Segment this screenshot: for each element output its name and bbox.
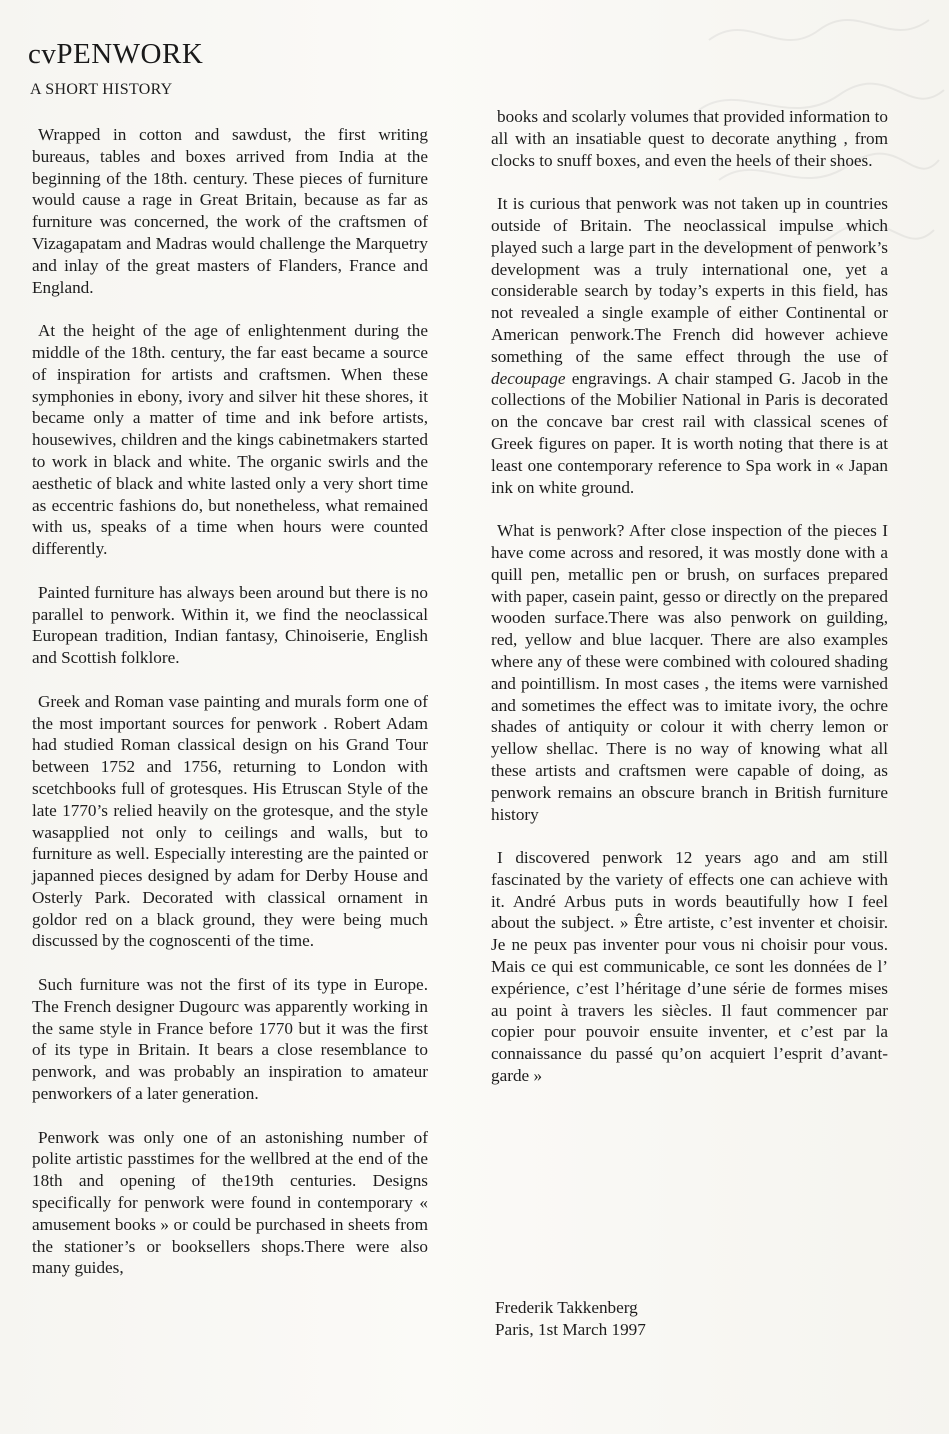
place-date: Paris, 1st March 1997: [495, 1320, 646, 1339]
right-column: [491, 106, 888, 1087]
author-name: Frederik Takkenberg: [495, 1298, 638, 1317]
paragraph: Painted furniture has always been around but there is no parallel to penwork. Within it, we find the neoclassical European tradition, Indian fantasy, Chinoiserie, English and Scottish folklore.: [32, 582, 428, 668]
paragraph: Such furniture was not the first of its type in Europe. The French designer Dugourc was apparently working in the same style in France before 1770 but it was the first of its type in Britain. It bears a close resemblance to penwork, and was probably an inspiration to amateur penworkers of a later generation.: [32, 975, 428, 1104]
paragraph: Wrapped in cotton and sawdust, the first writing bureaus, tables and boxes arrived from India at the beginning of the 18th. century. These pieces of furniture would cause a rage in Great Britain, because as far as furniture was concerned, the work of the craftsmen of Vizagapatam and Madras would challenge the Marquetry and inlay of the great masters of Flanders, France and England.: [32, 125, 428, 297]
paragraph: What is penwork? After close inspection of the pieces I have come across and resored, it was mostly done with a quill pen, metallic pen or brush, on surfaces prepared with paper, casein paint, gesso or directly on the prepared wooden surface.There was also penwork on guilding, red, yellow and blue lacquer. There are also examples where any of these were combined with coloured shading and pointillism. In most cases , the items were varnished and sometimes the effect was to imitate ivory, the ochre shades of antiquity or colour it with cherry lemon or yellow shellac. There is no way of knowing what all these artists and craftsmen were capable of doing, as penwork remains an obscure branch in British furniture history: [491, 521, 888, 824]
paragraph: At the height of the age of enlightenment during the middle of the 18th. century, the far east became a source of inspiration for artists and craftsmen. When these symphonies in ebony, ivory and silver hit these shores, it became only a matter of time and ink before artists, housewives, children and the kings cabinetmakers started to work in black and white. The organic swirls and the aesthetic of black and white lasted only a very short time as eccentric fashions do, but nonetheless, what remained with us, speaks of a time when hours were counted differently.: [32, 321, 428, 559]
paragraph: I discovered penwork 12 years ago and am still fascinated by the variety of effects one can achieve with it. André Arbus puts in words beautifully how I feel about the subject. » Être artiste, c’est inventer et choisir. Je ne peux pas inventer pour vous ni choisir pour vous. Mais ce qui est communicable, ce sont les données de l’ expérience, c’est l’héritage d’une série de formes mises au point à travers les siècles. Il faut commencer par copier pour pouvoir ensuite inventer, et c’est par la connaissance du passé qu’on acquiert l’esprit d’avant- garde »: [491, 848, 888, 1086]
paragraph-text: It is curious that penwork was not taken up in countries outside of Britain. The neoclassical impulse which played such a large part in the development of penwork’s development was a truly international one, yet a considerable search by today’s experts in this field, has not revealed a single example of either Continental or American penwork.The French did however achieve something of the same effect through the use of: [491, 194, 888, 366]
italic-term: decoupage: [491, 368, 566, 388]
paragraph: Greek and Roman vase painting and murals form one of the most important sources for penwork . Robert Adam had studied Roman classical design on his Grand Tour between 1752 and 1756, returning to London with scetchbooks full of grotesques. His Etruscan Style of the late 1770’s relied heavily on the grotesque, and the style wasapplied not only to ceilings and walls, but to furniture as well. Especially interesting are the painted or japanned pieces designed by adam for Derby House and Osterly Park. Decorated with classical ornament in goldor red on a black ground, they were being much discussed by the cognoscenti of the time.: [32, 691, 428, 951]
paragraph-text: engravings. A chair stamped G. Jacob in the collections of the Mobilier National in Paris is decorated on the concave bar crest rail with classical scenes of Greek figures on paper. It is worth noting that there is at least one contemporary reference to Spa work in « Japan ink on white ground.: [491, 368, 889, 497]
paragraph: books and scolarly volumes that provided information to all with an insatiable quest to decorate anything , from clocks to snuff boxes, and even the heels of their shoes.: [491, 107, 888, 170]
left-column: [32, 124, 428, 1279]
page-title: cvPENWORK: [28, 38, 204, 70]
page-subtitle: A SHORT HISTORY: [30, 81, 173, 98]
paragraph: [491, 193, 888, 498]
paragraph: Penwork was only one of an astonishing number of polite artistic passtimes for the wellbred at the end of the 18th and opening of the19th centuries. Designs specifically for penwork were found in contemporary « amusement books » or could be purchased in sheets from the stationer’s or booksellers shops.There were also many guides,: [32, 1127, 428, 1278]
signature-block: [495, 1297, 646, 1341]
